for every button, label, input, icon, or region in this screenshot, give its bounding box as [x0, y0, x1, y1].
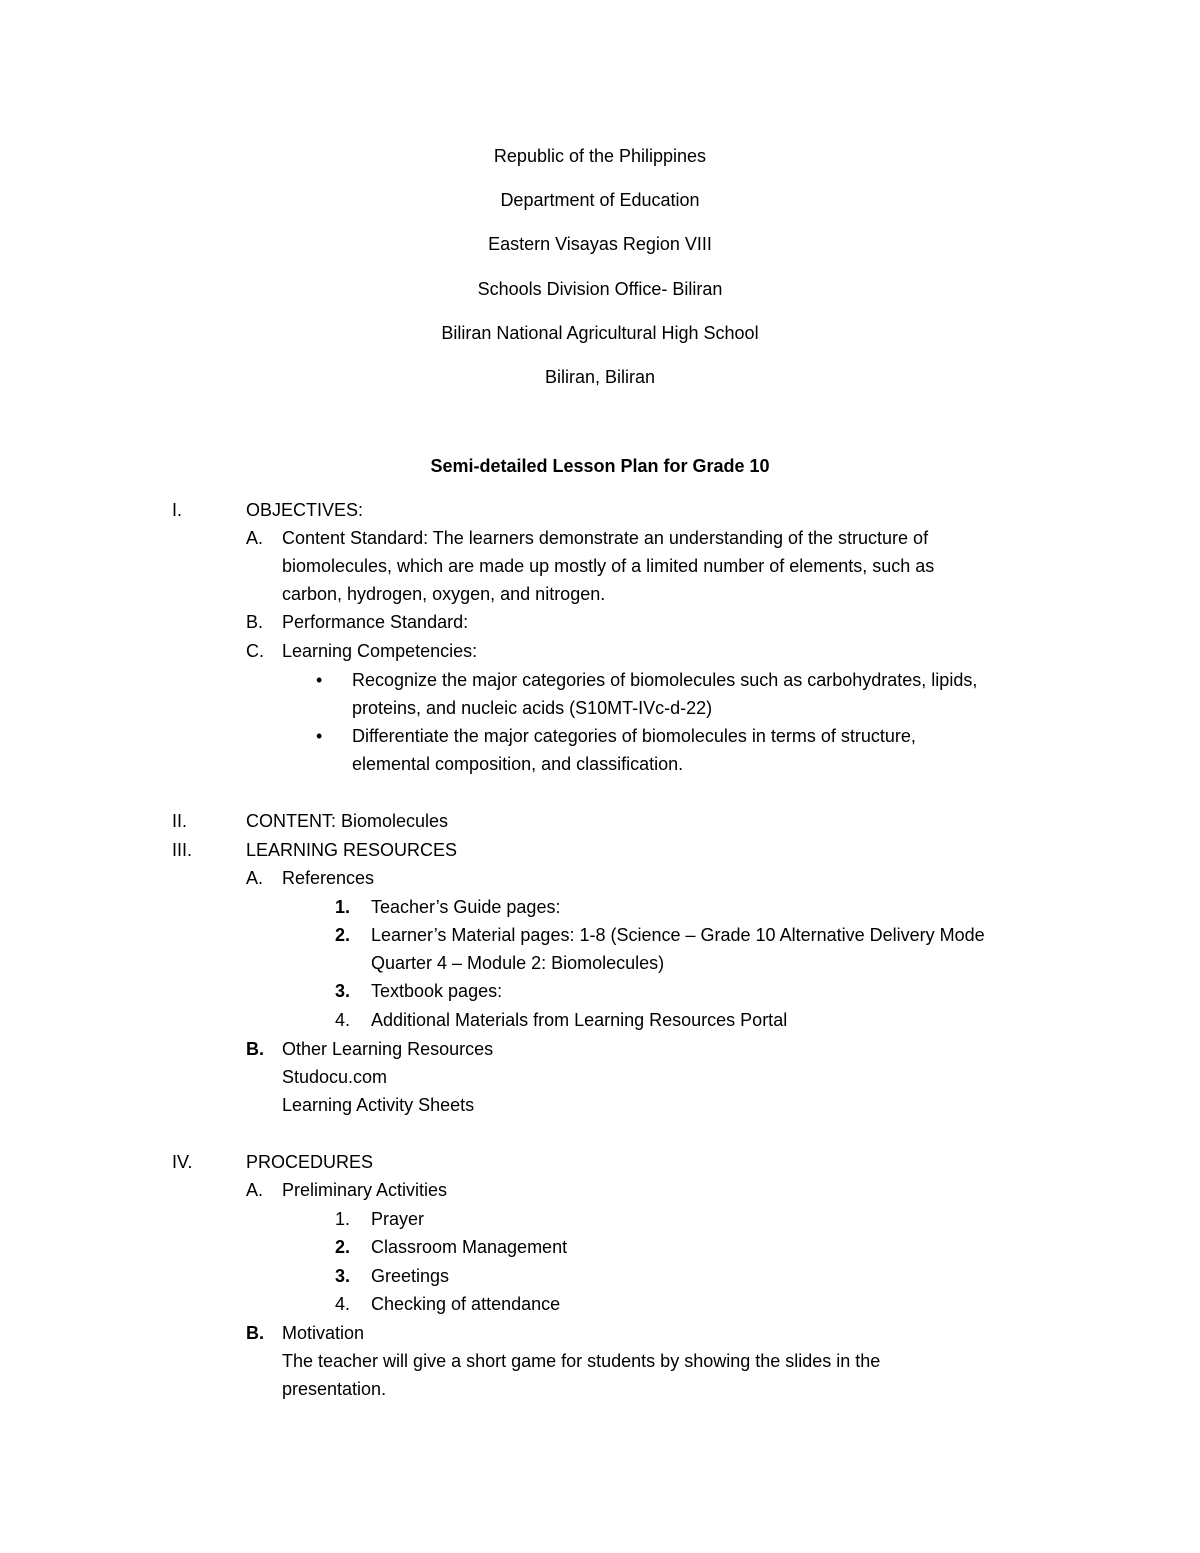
performance-standard: Performance Standard: — [282, 612, 469, 632]
section-4-heading: PROCEDURES — [246, 1152, 374, 1172]
activity-3-text: Greetings — [371, 1266, 450, 1286]
reference-2-text-line-2: Quarter 4 – Module 2: Biomolecules) — [371, 953, 665, 973]
motivation-label: Motivation — [282, 1323, 365, 1343]
procedures-b-marker: B. — [246, 1323, 264, 1343]
motivation-text-line-1: The teacher will give a short game for students by showing the slides in the — [282, 1351, 881, 1371]
section-4-numeral: IV. — [172, 1152, 193, 1172]
section-3-heading: LEARNING RESOURCES — [246, 840, 458, 860]
reference-4-text: Additional Materials from Learning Resources Portal — [371, 1010, 788, 1030]
activity-2-text: Classroom Management — [371, 1237, 568, 1257]
other-resources-label: Other Learning Resources — [282, 1039, 494, 1059]
other-resource-1: Studocu.com — [282, 1067, 388, 1087]
content-standard-line-2: biomolecules, which are made up mostly of a limited number of elements, such as — [282, 556, 935, 576]
competency-2-line-2: elemental composition, and classification. — [352, 754, 684, 774]
procedures-a-marker: A. — [246, 1180, 264, 1200]
reference-1-number: 1. — [335, 897, 351, 917]
reference-2-text-line-1: Learner’s Material pages: 1-8 (Science – Grade 10 Alternative Delivery Mode — [371, 925, 985, 945]
activity-4-number: 4. — [335, 1294, 351, 1314]
bullet-icon: • — [316, 670, 323, 690]
competency-1-line-2: proteins, and nucleic acids (S10MT-IVc-d-22) — [352, 698, 713, 718]
section-1-heading: OBJECTIVES: — [246, 500, 364, 520]
objective-a-marker: A. — [246, 528, 264, 548]
header-school: Biliran National Agricultural High School — [441, 323, 759, 343]
resources-a-marker: A. — [246, 868, 264, 888]
header-department: Department of Education — [500, 190, 700, 210]
activity-1-number: 1. — [335, 1209, 351, 1229]
resources-b-marker: B. — [246, 1039, 264, 1059]
objective-c-marker: C. — [246, 641, 264, 661]
motivation-text-line-2: presentation. — [282, 1379, 387, 1399]
reference-3-text: Textbook pages: — [371, 981, 503, 1001]
activity-2-number: 2. — [335, 1237, 351, 1257]
objective-b-marker: B. — [246, 612, 264, 632]
section-2-numeral: II. — [172, 811, 188, 831]
other-resource-2: Learning Activity Sheets — [282, 1095, 475, 1115]
section-2-heading: CONTENT: Biomolecules — [246, 811, 449, 831]
activity-3-number: 3. — [335, 1266, 351, 1286]
content-standard-line-1: Content Standard: The learners demonstrate an understanding of the structure of — [282, 528, 929, 548]
preliminary-activities-label: Preliminary Activities — [282, 1180, 448, 1200]
content-standard-line-3: carbon, hydrogen, oxygen, and nitrogen. — [282, 584, 606, 604]
activity-1-text: Prayer — [371, 1209, 425, 1229]
activity-4-text: Checking of attendance — [371, 1294, 561, 1314]
header-division: Schools Division Office- Biliran — [477, 279, 723, 299]
bullet-icon: • — [316, 726, 323, 746]
references-label: References — [282, 868, 375, 888]
header-republic: Republic of the Philippines — [493, 146, 707, 166]
reference-2-number: 2. — [335, 925, 351, 945]
learning-competencies: Learning Competencies: — [282, 641, 478, 661]
header-region: Eastern Visayas Region VIII — [488, 234, 712, 254]
competency-2-line-1: Differentiate the major categories of biomolecules in terms of structure, — [352, 726, 916, 746]
reference-3-number: 3. — [335, 981, 351, 1001]
competency-1-line-1: Recognize the major categories of biomolecules such as carbohydrates, lipids, — [352, 670, 978, 690]
reference-1-text: Teacher’s Guide pages: — [371, 897, 561, 917]
section-1-numeral: I. — [172, 500, 183, 520]
header-location: Biliran, Biliran — [544, 367, 656, 387]
section-3-numeral: III. — [172, 840, 193, 860]
reference-4-number: 4. — [335, 1010, 351, 1030]
document-title: Semi-detailed Lesson Plan for Grade 10 — [430, 456, 770, 476]
